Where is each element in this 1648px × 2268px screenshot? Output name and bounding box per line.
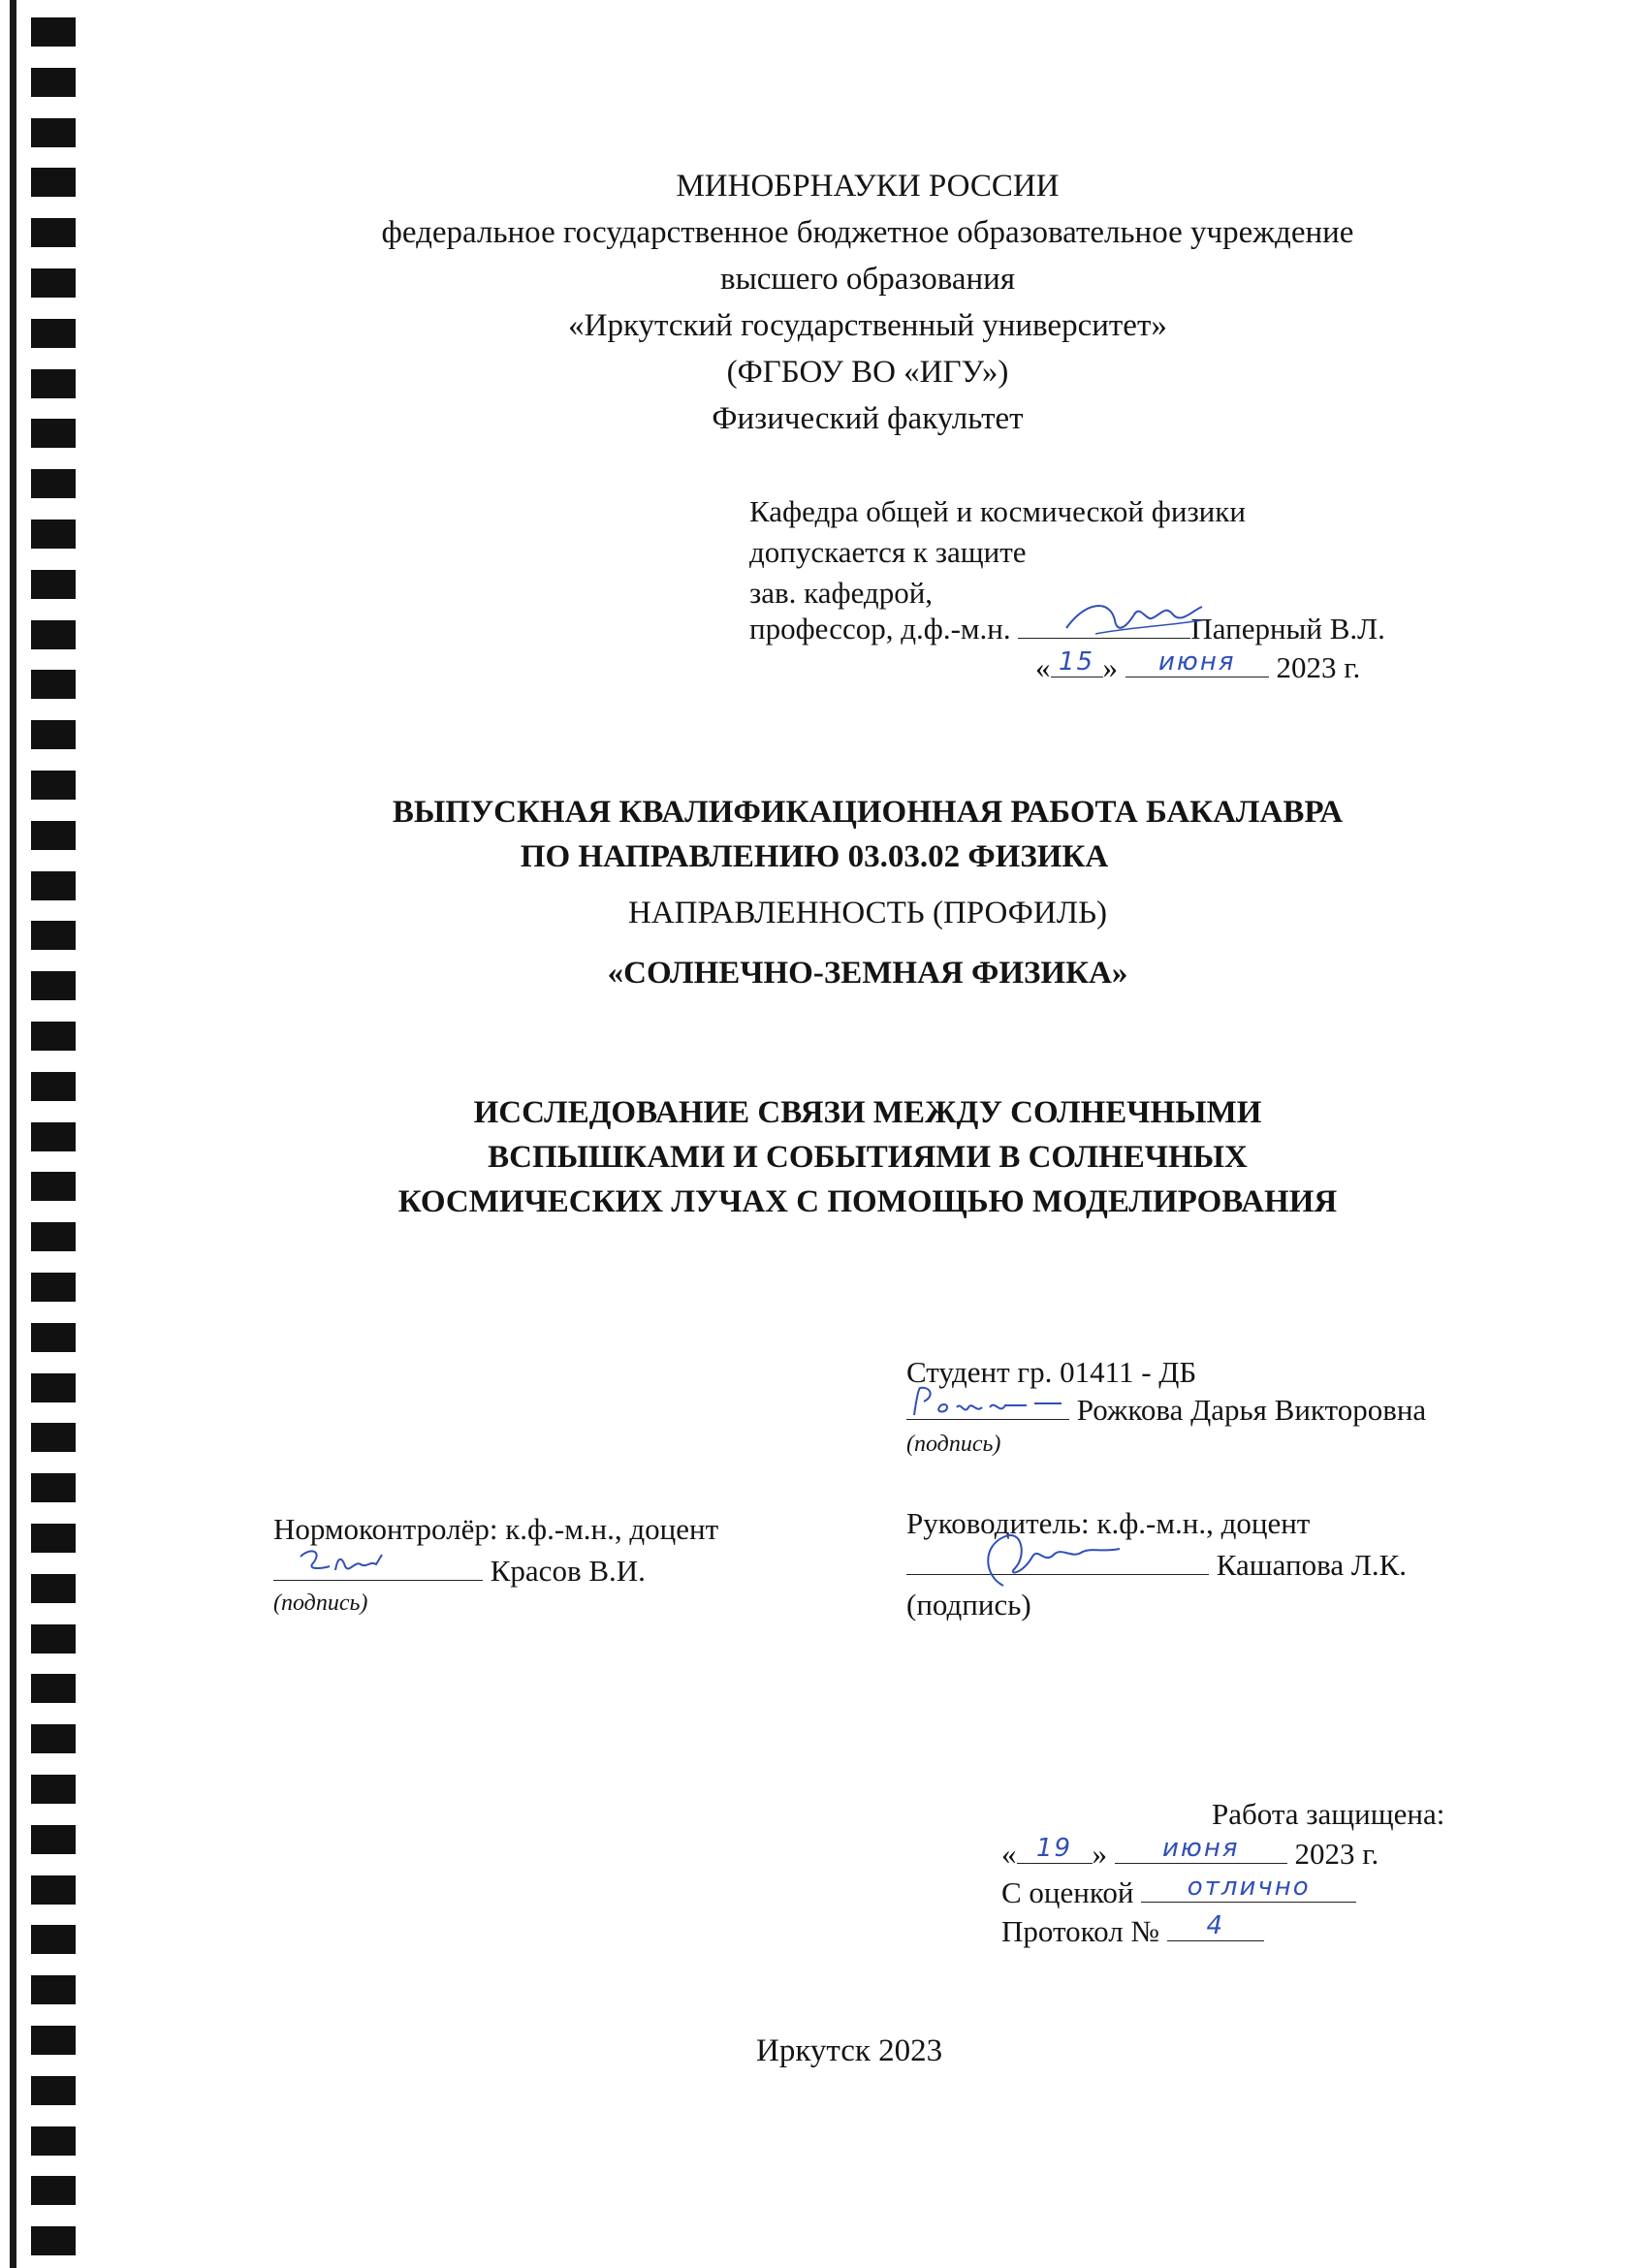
norm-controller-name: Красов В.И. <box>490 1554 646 1588</box>
department-name: Кафедра общей и космической физики <box>749 494 1246 528</box>
work-type-line-2: ПО НАПРАВЛЕНИЮ 03.03.02 ФИЗИКА <box>520 839 1109 874</box>
thesis-title-line-1: ИССЛЕДОВАНИЕ СВЯЗИ МЕЖДУ СОЛНЕЧНЫМИ <box>473 1095 1262 1130</box>
work-type-line-1: ВЫПУСКНАЯ КВАЛИФИКАЦИОННАЯ РАБОТА БАКАЛАВРА <box>392 795 1344 830</box>
binding-hole <box>31 520 76 549</box>
binding-hole <box>31 1423 76 1452</box>
approval-date-close: » <box>1102 650 1118 684</box>
binding-hole <box>31 1373 76 1402</box>
norm-controller-signature-image <box>281 1541 427 1586</box>
university-abbreviation: (ФГБОУ ВО «ИГУ») <box>726 355 1009 390</box>
binding-hole <box>31 1975 76 2004</box>
grade-line <box>1001 1874 1356 1907</box>
approval-day-blank <box>1051 649 1103 677</box>
city-year: Иркутск 2023 <box>756 2033 943 2068</box>
university-name: «Иркутский государственный университет» <box>568 308 1167 343</box>
binding-hole <box>31 2026 76 2055</box>
education-level-line: высшего образования <box>720 262 1015 297</box>
binding-hole <box>31 1473 76 1502</box>
binding-hole <box>31 771 76 800</box>
norm-controller-title: Нормоконтролёр: к.ф.-м.н., доцент <box>273 1512 719 1546</box>
binding-hole <box>31 469 76 498</box>
binding-hole <box>31 570 76 599</box>
approval-year: 2023 г. <box>1276 650 1361 684</box>
binding-hole <box>31 1022 76 1051</box>
binding-hole <box>31 670 76 699</box>
grade-value: отлично <box>1187 1873 1311 1902</box>
binding-hole <box>31 118 76 147</box>
grade-label: С оценкой <box>1001 1875 1134 1909</box>
head-title-line: зав. кафедрой, <box>749 576 934 610</box>
admitted-line: допускается к защите <box>749 535 1027 569</box>
student-signature-label: (подпись) <box>906 1432 1001 1457</box>
binding-hole <box>31 68 76 97</box>
defense-year: 2023 г. <box>1294 1837 1379 1871</box>
binding-hole <box>31 1674 76 1703</box>
binding-hole <box>31 1825 76 1854</box>
head-degree: профессор, д.ф.-м.н. <box>749 612 1011 646</box>
binding-hole <box>31 1524 76 1553</box>
protocol-label: Протокол № <box>1001 1914 1159 1948</box>
grade-blank <box>1141 1874 1356 1903</box>
thesis-title-line-2: ВСПЫШКАМИ И СОБЫТИЯМИ В СОЛНЕЧНЫХ <box>488 1140 1248 1175</box>
institution-type-line: федеральное государственное бюджетное образовательное учреждение <box>381 215 1354 250</box>
binding-hole <box>31 17 76 47</box>
student-signature-image <box>906 1382 1071 1425</box>
defense-day-blank <box>1017 1836 1093 1864</box>
norm-controller-signature-label: (подпись) <box>273 1591 368 1616</box>
approval-date <box>1035 649 1360 682</box>
defense-date <box>1001 1836 1379 1869</box>
faculty-name: Физический факультет <box>712 401 1024 436</box>
protocol-blank <box>1167 1913 1264 1941</box>
binding-hole <box>31 2226 76 2255</box>
binding-hole <box>31 1222 76 1251</box>
head-signature-image <box>1057 591 1212 646</box>
approval-date-open: « <box>1035 650 1051 684</box>
binding-hole <box>31 1624 76 1654</box>
approval-month-blank <box>1125 649 1269 677</box>
binding-hole <box>31 1875 76 1905</box>
student-group: Студент гр. 01411 - ДБ <box>906 1355 1197 1389</box>
binding-hole <box>31 1775 76 1804</box>
binding-hole <box>31 2126 76 2156</box>
defense-day: 19 <box>1035 1834 1073 1863</box>
binding-hole <box>31 720 76 749</box>
binding-hole <box>31 1724 76 1753</box>
head-name: Паперный В.Л. <box>1190 612 1385 646</box>
binding-hole <box>31 620 76 649</box>
approval-month: июня <box>1158 647 1236 677</box>
supervisor-name: Кашапова Л.К. <box>1216 1548 1408 1582</box>
approval-day: 15 <box>1058 647 1095 677</box>
student-name: Рожкова Дарья Викторовна <box>1076 1393 1427 1427</box>
binding-hole <box>31 1925 76 1954</box>
defense-status: Работа защищена: <box>1212 1797 1445 1831</box>
binding-hole <box>31 1323 76 1352</box>
profile-label: НАПРАВЛЕННОСТЬ (ПРОФИЛЬ) <box>627 896 1108 930</box>
supervisor-signature-label: (подпись) <box>906 1588 1031 1622</box>
protocol-line <box>1001 1913 1264 1946</box>
defense-date-open: « <box>1001 1837 1017 1871</box>
ministry-line: МИНОБРНАУКИ РОССИИ <box>676 169 1060 204</box>
protocol-value: 4 <box>1206 1911 1225 1940</box>
supervisor-signature-image <box>965 1518 1139 1595</box>
binding-hole <box>31 2076 76 2105</box>
binding-hole <box>31 1273 76 1302</box>
defense-month: июня <box>1162 1834 1240 1863</box>
defense-date-close: » <box>1092 1837 1107 1871</box>
thesis-title-line-3: КОСМИЧЕСКИХ ЛУЧАХ С ПОМОЩЬЮ МОДЕЛИРОВАНИЯ <box>397 1184 1338 1219</box>
binding-hole <box>31 1574 76 1603</box>
profile-name: «СОЛНЕЧНО-ЗЕМНАЯ ФИЗИКА» <box>607 956 1128 991</box>
binding-hole <box>31 2176 76 2205</box>
supervisor-title: Руководитель: к.ф.-м.н., доцент <box>906 1506 1311 1540</box>
binding-hole <box>31 871 76 900</box>
defense-month-blank <box>1115 1836 1287 1864</box>
